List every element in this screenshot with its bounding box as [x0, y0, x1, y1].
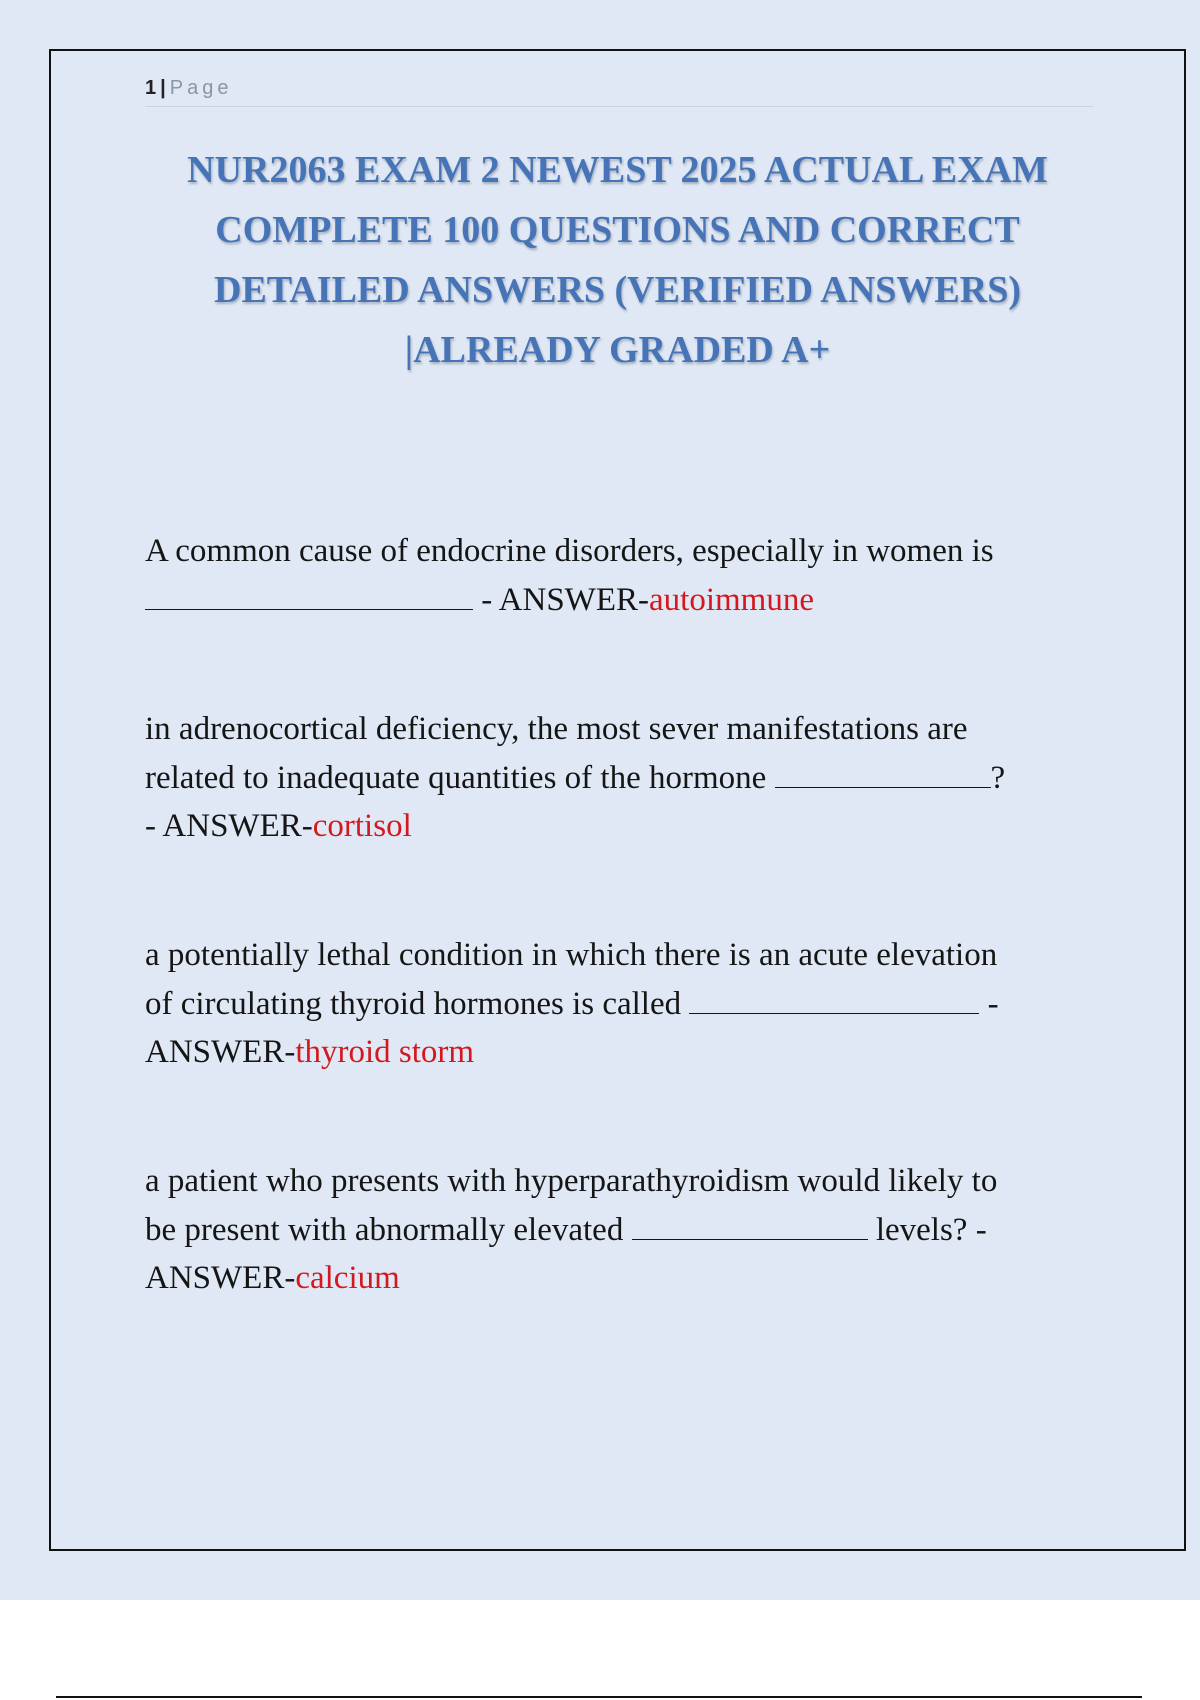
page-label: Page — [169, 77, 233, 99]
question-2-text-2 — [145, 753, 1090, 802]
question-3-text-2 — [145, 979, 1090, 1028]
title-line-4: |ALREADY GRADED A+ — [404, 329, 831, 371]
answer-text: thyroid storm — [295, 1034, 475, 1070]
page-header — [145, 74, 1093, 107]
question-text-segment: related to inadequate quantities of the hormone — [145, 760, 775, 796]
question-text-segment: levels? - — [867, 1212, 987, 1248]
question-text-segment: ? — [990, 760, 1006, 796]
answer-prefix: ANSWER- — [145, 1034, 296, 1070]
question-4-text: a patient who presents with hyperparathyroidism would likely to — [145, 1163, 998, 1199]
question-1-text: A common cause of endocrine disorders, especially in women is — [145, 533, 994, 569]
question-4 — [145, 1157, 1090, 1302]
question-2-text: in adrenocortical deficiency, the most sever manifestations are — [145, 711, 968, 747]
footer-rule — [56, 1696, 1142, 1698]
title-line-2: COMPLETE 100 QUESTIONS AND CORRECT — [215, 209, 1020, 251]
question-1 — [145, 527, 1090, 624]
question-1-answer-line — [145, 575, 1090, 624]
question-4-answer-line — [145, 1254, 1090, 1302]
page-separator: | — [160, 77, 166, 99]
answer-prefix: - ANSWER- — [145, 808, 313, 844]
answer-text: cortisol — [312, 808, 412, 844]
question-2 — [145, 705, 1090, 850]
answer-blank — [689, 979, 979, 1014]
answer-text: calcium — [295, 1260, 400, 1296]
answer-prefix: - ANSWER- — [473, 582, 649, 618]
question-3-text: a potentially lethal condition in which there is an acute elevation — [145, 937, 998, 973]
title-line-1: NUR2063 EXAM 2 NEWEST 2025 ACTUAL EXAM — [187, 149, 1048, 191]
answer-text: autoimmune — [649, 582, 814, 618]
document-title — [130, 140, 1105, 380]
answer-blank — [775, 753, 991, 788]
page-number: 1 — [145, 77, 157, 99]
question-3 — [145, 931, 1090, 1076]
question-2-answer-line — [145, 802, 1090, 850]
question-text-segment: - — [979, 986, 999, 1022]
question-text-segment: be present with abnormally elevated — [145, 1212, 632, 1248]
answer-blank — [632, 1205, 868, 1240]
question-4-text-2 — [145, 1205, 1090, 1254]
answer-prefix: ANSWER- — [145, 1260, 296, 1296]
title-line-3: DETAILED ANSWERS (VERIFIED ANSWERS) — [214, 269, 1021, 311]
question-text-segment: of circulating thyroid hormones is called — [145, 986, 690, 1022]
question-3-answer-line — [145, 1028, 1090, 1076]
answer-blank — [145, 575, 473, 610]
